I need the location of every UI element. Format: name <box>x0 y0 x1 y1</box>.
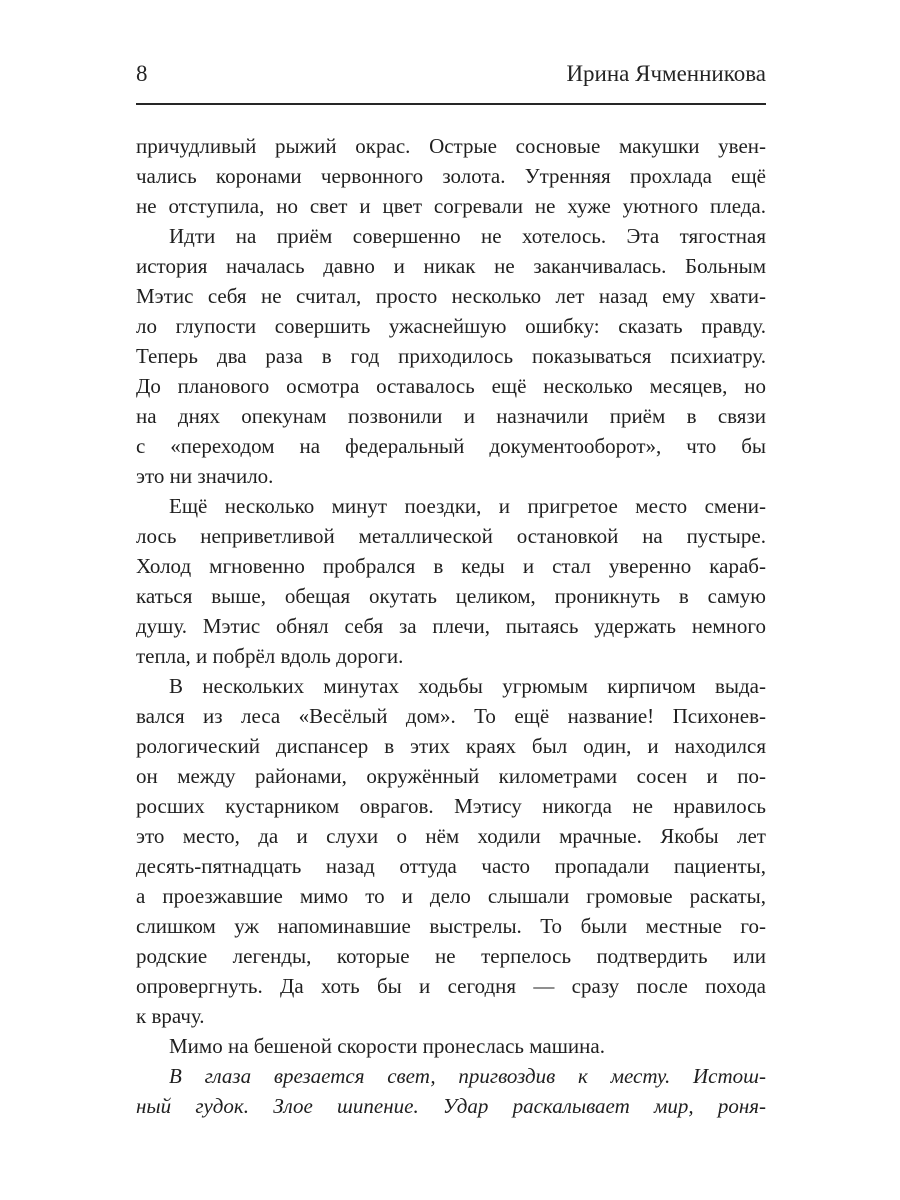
text-line: это ни значило. <box>136 464 274 488</box>
text-column <box>136 60 766 1121</box>
paragraph <box>136 491 766 671</box>
text-line: причудливый рыжий окрас. Острые сосновые макушки увен- <box>136 134 766 158</box>
text-line: десять-пятнадцать назад оттуда часто пропадали пациенты, <box>136 854 766 878</box>
paragraph <box>136 1031 766 1061</box>
text-line: не отступила, но свет и цвет согревали не хуже уютного пледа. <box>136 194 766 218</box>
text-line: душу. Мэтис обнял себя за плечи, пытаясь удержать немного <box>136 614 766 638</box>
text-line: Ещё несколько минут поездки, и пригретое место смени- <box>169 494 766 518</box>
text-line: Холод мгновенно пробрался в кеды и стал уверенно караб- <box>136 554 766 578</box>
text-line: а проезжавшие мимо то и дело слышали громовые раскаты, <box>136 884 766 908</box>
text-line: к врачу. <box>136 1004 205 1028</box>
text-line: каться выше, обещая окутать целиком, проникнуть в самую <box>136 584 766 608</box>
text-line: рологический диспансер в этих краях был один, и находился <box>136 734 766 758</box>
text-line: это место, да и слухи о нём ходили мрачные. Якобы лет <box>136 824 766 848</box>
author-name: Ирина Ячменникова <box>566 61 766 86</box>
page-header <box>136 60 766 88</box>
text-line: ло глупости совершить ужаснейшую ошибку: сказать правду. <box>136 314 766 338</box>
header-rule <box>136 103 766 105</box>
text-line: слишком уж напоминавшие выстрелы. То были местные го- <box>136 914 766 938</box>
text-line: тепла, и побрёл вдоль дороги. <box>136 644 404 668</box>
text-line: До планового осмотра оставалось ещё несколько месяцев, но <box>136 374 766 398</box>
text-line: Мэтис себя не считал, просто несколько лет назад ему хвати- <box>136 284 766 308</box>
text-line: опровергнуть. Да хоть бы и сегодня — сразу после похода <box>136 974 766 998</box>
text-line: Мимо на бешеной скорости пронеслась машина. <box>169 1034 605 1058</box>
text-line: чались коронами червонного золота. Утренняя прохлада ещё <box>136 164 766 188</box>
text-line: на днях опекунам позвонили и назначили приём в связи <box>136 404 766 428</box>
text-line: он между районами, окружённый километрами сосен и по- <box>136 764 766 788</box>
page-body <box>136 131 766 1121</box>
paragraph <box>136 1061 766 1121</box>
paragraph <box>136 671 766 1031</box>
text-line: история началась давно и никак не заканчивалась. Больным <box>136 254 766 278</box>
text-line: Теперь два раза в год приходилось показываться психиатру. <box>136 344 766 368</box>
text-line: лось неприветливой металлической остановкой на пустыре. <box>136 524 766 548</box>
paragraph <box>136 131 766 221</box>
text-line: росших кустарником оврагов. Мэтису никогда не нравилось <box>136 794 766 818</box>
text-line: с «переходом на федеральный документооборот», что бы <box>136 434 766 458</box>
text-line: В нескольких минутах ходьбы угрюмым кирпичом выда- <box>169 674 766 698</box>
paragraph <box>136 221 766 491</box>
text-line: В глаза врезается свет, пригвоздив к месту. Истош- <box>169 1064 766 1088</box>
page-number: 8 <box>136 61 148 86</box>
text-line: вался из леса «Весёлый дом». То ещё название! Психонев- <box>136 704 766 728</box>
text-line: ный гудок. Злое шипение. Удар раскалывает мир, роня- <box>136 1094 766 1118</box>
text-line: родские легенды, которые не терпелось подтвердить или <box>136 944 766 968</box>
text-line: Идти на приём совершенно не хотелось. Эта тягостная <box>169 224 766 248</box>
